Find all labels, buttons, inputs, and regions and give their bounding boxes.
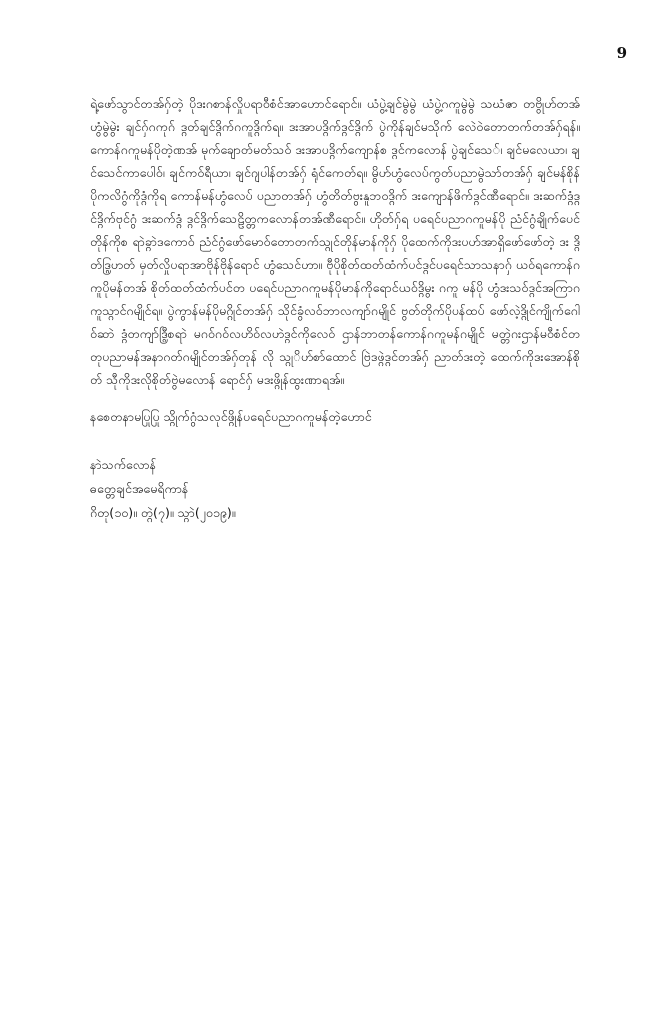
document-body xyxy=(90,92,580,525)
signature-name: နာဲသက်လောန် xyxy=(90,457,157,472)
signature-block xyxy=(90,453,580,525)
page-number: 9 xyxy=(616,44,627,62)
signature-location: ဓတ္တေချင်အမေရိကာန် xyxy=(90,481,189,496)
signature-date: ဂိတု(၁၀)။ တ္ဂဲ(၇)။ သ္ဂာဲ(၂၀၁၉)။ xyxy=(90,505,236,520)
main-paragraph: ရဲ့ဖော်သွာင်တအ်ဂှ်တဲ့ ပိုဒးဂစာန်လှိုပရာဝီစံင်အာဟောင်ရောင်။ ယံပွဲ့ချင်မွဲမွဲ ယံပွဲ့ဂကူမွဲမွဲ သဃံဇာ တဗွိုဟ်တအ်ဟွံမွဲမွဲး ချင်ဂှ်ဂကုဂ် ဒ္ဂတ်ချင်ဒ္ဂိက်ဂကူဒ္ဂိက်ရ။ ဒးအာပဒ္ဂိက်ဒ္ဂင်ဒ္ဂိက် ပွဲကိုန်ချင်မသိုက် လေဲဝဲတောတက်တအ်ဂှ်ရန်။ ကောန်ဂကူမန်ပိုတဲ့ဏအ် မုက်ချောတ်မတ်သဝ် ဒးအာပဒ္ဂိက်ကျောန်စ ဒ္ဂင်ကလောန် ပွဲချင်သေ်၊ ချင်မလေယာ၊ ချင်သေင်ကာပေါဝ်၊ ချင်ကဝ်ရီယာ၊ ချင်ဂျပါန်တအ်ဂှ် ရုံင်ကေတ်ရ။ မွိဟ်ဟွံလေပ်ကွတ်ပညာမွဲသာ်တအ်ဂှ် ချင်မန်စိုန်ပိုကလိဂွံကိုဒ္ဂံကိုရ ကောန်မန်ဟွံလေပ် ပညာတအ်ဂှ် ဟွံတိတ်ဗွးနူဘဝဒ္ဂိက် ဒးကျောန်ဖိက်ဒ္ဂင်ဏီရောင်။ ဒးဆက်ဒ္ဂံဒ္ဂင်ဒ္ဂိက်ဗုင်ဂွံ ဒးဆက်ဒ္ဂံ ဒ္ဂင်ဒ္ဂိက်သေဠိတ္တကလောန်တအ်ဏီရောင်။ ဟိုတ်ဂှ်ရ ပရေင်ပညာဂကူမန်ပို ညံင်ဂွံချိုက်ပေင်တိုန်ကိုစ ရာဲခ္ဂာဲဒကောဝ် ညံင်ဂွံဖော်မောဝ်တောတက်သ္ဂုင်တိုန်မာန်ကိုဂှ် ပိုထေက်ကိုဒးပဟ်အာရှိဖော်ဖော်တဲ့ ဒး ဒ္ဂိတ်ဒ္ဂြဟတ် မှတ်လှိုပရာအာဗိုန်ဗိုန်ရောင် ဟွံသေင်ဟာ။ ဗီုပိုစိုတ်ထတ်ထံက်ပင်ဒ္ဂင်ပရေင်သာသနာဂှ် ယဝ်ရကောန်ဂကူပိုမန်တအ် စိုတ်ထတ်ထံက်ပင်တ ပရေင်ပညာဂကူမန်ပိုမာန်ကိုရောင်ယဝ်ဒ္ဂိမွး ဂကူ မန်ပို ဟွံဒးသဝ်ဒ္ဂင်အကြာဂကူသ္ဂာင်ဂမျိုင်ရ။ ပွဲကွာန်မန်ပိုမဂ္ဂိုင်တအ်ဂှ် သိုင်ခွံလဝ်ဘာလကျာ်ဂမျိုင် ဗွတ်တိုက်ပိုပန်ထပ် ဖော်လဲ့ဒ္ဂိုင်ကျိုက်ဂေါဝ်ဆာဲ ဒ္ဂံတကျာ်ဒ္ဂြီစရာဲ မဂဝ်ဂဝ်လဟိဝ်လဟဲဒ္ဂင်ကိုလေဝ် ဌာန်ဘာတန်ကောန်ဂကူမန်ဂမျိုင် မတ္တဲဂးဌာန်မဝီစံင်တ တုပညာမန်အနာဂတ်ဂမျိုင်တအ်ဂှ်တုန် လို သ္ဂုိဟ်စာ်ထောင် ဗြဲဒဖ္ဂဲဒ္ဂင်တအ်ဂှ် ညာတ်ဒးတဲ့ ထေက်ကိုဒးအောန်စိုတ် သီုကိုဒးလိုစိုတ်ဗွဲမလောန် ရောင်ဂှ် မဒးဖ္ဂိုန်ထွးဏာရအ်။ xyxy=(90,96,580,387)
closing-line: နစေတနာမပြုပြု သ္ဂိုက်ဂွံသလုင်ဖ္ဂိုန်ပရေင်ပညာဂကူမန်တဲ့ဟောင် xyxy=(90,409,372,424)
